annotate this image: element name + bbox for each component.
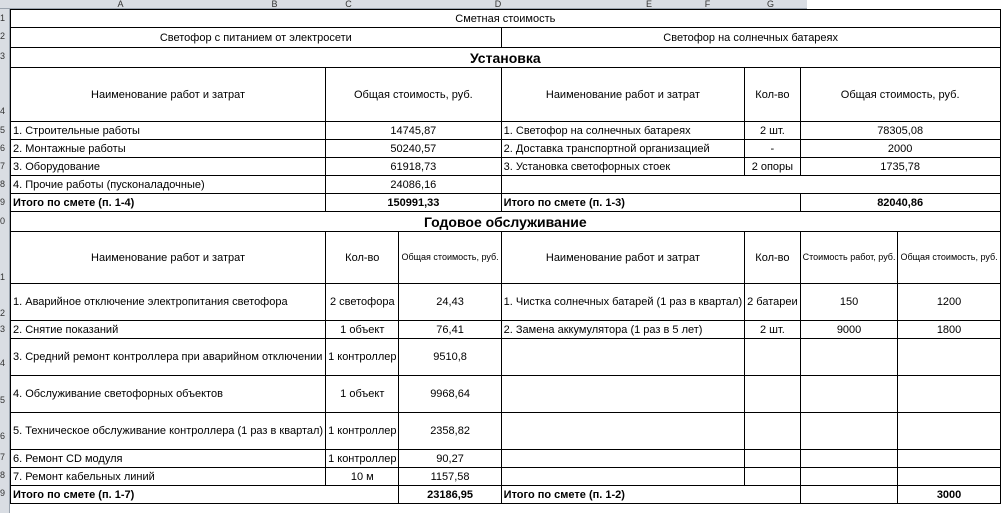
service-item-qty[interactable]: 1 контроллер <box>326 413 399 450</box>
row-number[interactable]: 9 <box>0 488 6 498</box>
estimate-title[interactable]: Сметная стоимость <box>11 10 1001 28</box>
empty-cell[interactable] <box>501 413 744 450</box>
column-header-f[interactable]: F <box>681 0 734 9</box>
install-total-label[interactable]: Итого по смете (п. 1-4) <box>11 194 326 212</box>
row-number[interactable]: 6 <box>0 431 6 441</box>
column-header-d[interactable]: D <box>379 0 617 9</box>
row-number[interactable]: 5 <box>0 125 6 135</box>
row-number[interactable]: 1 <box>0 272 6 282</box>
solar-service-total-value[interactable]: 3000 <box>898 486 1000 504</box>
service-item-name[interactable]: 2. Снятие показаний <box>11 321 326 339</box>
service-item-name[interactable]: 1. Аварийное отключение электропитания светофора <box>11 284 326 321</box>
service-item-name[interactable]: 5. Техническое обслуживание контроллера (1 раз в квартал) <box>11 413 326 450</box>
solar-service-name[interactable]: 1. Чистка солнечных батарей (1 раз в квартал) <box>501 284 744 321</box>
column-header-corner <box>0 0 10 9</box>
empty-cell[interactable] <box>501 376 744 413</box>
solar-service-qty[interactable]: 2 батареи <box>745 284 801 321</box>
table-row <box>11 450 1001 468</box>
row-number[interactable]: 6 <box>0 143 6 153</box>
service-header-qty[interactable]: Кол-во <box>326 232 399 284</box>
column-header-c[interactable]: C <box>318 0 379 9</box>
solar-item-cost[interactable]: 78305,08 <box>800 122 1000 140</box>
service-item-cost[interactable]: 9510,8 <box>399 339 501 376</box>
column-header-a[interactable]: A <box>10 0 231 9</box>
install-item-cost[interactable]: 24086,16 <box>326 176 502 194</box>
table-row <box>11 140 1001 158</box>
install-item-cost[interactable]: 14745,87 <box>326 122 502 140</box>
table-row <box>11 122 1001 140</box>
row-number[interactable]: 7 <box>0 452 6 462</box>
empty-cell[interactable] <box>898 413 1000 450</box>
install-item-cost[interactable]: 61918,73 <box>326 158 502 176</box>
empty-cell[interactable] <box>800 450 898 468</box>
table-row <box>11 284 1001 321</box>
column-header-g[interactable]: G <box>734 0 807 9</box>
column-header-e[interactable]: E <box>617 0 681 9</box>
row-number[interactable]: 8 <box>0 179 6 189</box>
install-item-name[interactable]: 4. Прочие работы (пусконаладочные) <box>11 176 326 194</box>
solar-service-cost[interactable]: 1800 <box>898 321 1000 339</box>
total-row <box>11 486 1001 504</box>
row-number[interactable]: 3 <box>0 324 6 334</box>
solar-item-name[interactable]: 1. Светофор на солнечных батареях <box>501 122 744 140</box>
solar-service-total-label[interactable]: Итого по смете (п. 1-2) <box>501 486 800 504</box>
table-row <box>11 376 1001 413</box>
table-row <box>11 321 1001 339</box>
service-header-name-right[interactable]: Наименование работ и затрат <box>501 232 744 284</box>
service-header-total-right[interactable]: Общая стоимость, руб. <box>898 232 1000 284</box>
empty-cell[interactable] <box>501 450 744 468</box>
empty-cell[interactable] <box>800 376 898 413</box>
service-header-total[interactable]: Общая стоимость, руб. <box>399 232 501 284</box>
row-number[interactable]: 2 <box>0 31 6 41</box>
service-item-qty[interactable]: 10 м <box>326 468 399 486</box>
total-row <box>11 194 1001 212</box>
empty-cell[interactable] <box>800 339 898 376</box>
solar-item-cost[interactable]: 2000 <box>800 140 1000 158</box>
spreadsheet-grid <box>10 9 1001 504</box>
empty-cell[interactable] <box>745 339 801 376</box>
row-number[interactable]: 4 <box>0 106 6 116</box>
table-row <box>11 158 1001 176</box>
table-row <box>11 413 1001 450</box>
service-item-qty[interactable]: 1 объект <box>326 321 399 339</box>
install-header-name[interactable]: Наименование работ и затрат <box>11 68 326 122</box>
empty-cell[interactable] <box>898 450 1000 468</box>
service-item-cost[interactable]: 2358,82 <box>399 413 501 450</box>
service-item-cost[interactable]: 1157,58 <box>399 468 501 486</box>
solar-install-total-value[interactable]: 82040,86 <box>800 194 1000 212</box>
solar-service-qty[interactable]: 2 шт. <box>745 321 801 339</box>
grid-header-left[interactable]: Светофор с питанием от электросети <box>11 28 502 48</box>
install-item-name[interactable]: 3. Оборудование <box>11 158 326 176</box>
service-item-cost[interactable]: 76,41 <box>399 321 501 339</box>
solar-install-total-label[interactable]: Итого по смете (п. 1-3) <box>501 194 800 212</box>
service-total-value[interactable]: 23186,95 <box>399 486 501 504</box>
column-header-b[interactable]: B <box>231 0 318 9</box>
solar-item-qty[interactable]: 2 опоры <box>745 158 801 176</box>
solar-service-work-cost[interactable]: 150 <box>800 284 898 321</box>
install-header-name-right[interactable]: Наименование работ и затрат <box>501 68 744 122</box>
solar-item-cost[interactable]: 1735,78 <box>800 158 1000 176</box>
row-number[interactable]: 7 <box>0 161 6 171</box>
service-item-cost[interactable]: 9968,64 <box>399 376 501 413</box>
service-item-name[interactable]: 3. Средний ремонт контроллера при аварийном отключении <box>11 339 326 376</box>
service-item-name[interactable]: 6. Ремонт CD модуля <box>11 450 326 468</box>
service-item-qty[interactable]: 1 контроллер <box>326 450 399 468</box>
solar-item-qty[interactable]: - <box>745 140 801 158</box>
install-item-cost[interactable]: 50240,57 <box>326 140 502 158</box>
service-header-qty-right[interactable]: Кол-во <box>745 232 801 284</box>
install-header-total-right[interactable]: Общая стоимость, руб. <box>800 68 1000 122</box>
solar-item-qty[interactable]: 2 шт. <box>745 122 801 140</box>
empty-cell[interactable] <box>898 468 1000 486</box>
row-number[interactable]: 3 <box>0 51 6 61</box>
row-number[interactable]: 0 <box>0 216 6 226</box>
solar-service-name[interactable]: 2. Замена аккумулятора (1 раз в 5 лет) <box>501 321 744 339</box>
empty-cell[interactable] <box>745 450 801 468</box>
empty-cell[interactable] <box>745 468 801 486</box>
solar-service-work-cost[interactable]: 9000 <box>800 321 898 339</box>
empty-cell[interactable] <box>800 468 898 486</box>
install-item-name[interactable]: 2. Монтажные работы <box>11 140 326 158</box>
row-number[interactable]: 2 <box>0 308 6 318</box>
solar-item-name[interactable]: 2. Доставка транспортной организацией <box>501 140 744 158</box>
solar-item-name[interactable]: 3. Установка светофорных стоек <box>501 158 744 176</box>
service-total-label[interactable]: Итого по смете (п. 1-7) <box>11 486 399 504</box>
empty-cell[interactable] <box>501 468 744 486</box>
install-header-total[interactable]: Общая стоимость, руб. <box>326 68 502 122</box>
service-item-cost[interactable]: 90,27 <box>399 450 501 468</box>
service-header-name[interactable]: Наименование работ и затрат <box>11 232 326 284</box>
service-header-work-cost[interactable]: Стоимость работ, руб. <box>800 232 898 284</box>
empty-cell[interactable] <box>501 176 1000 194</box>
empty-cell[interactable] <box>745 413 801 450</box>
service-item-qty[interactable]: 1 объект <box>326 376 399 413</box>
empty-cell[interactable] <box>898 376 1000 413</box>
row-number[interactable]: 9 <box>0 197 6 207</box>
row-number[interactable]: 5 <box>0 395 6 405</box>
table-row <box>11 339 1001 376</box>
empty-cell[interactable] <box>800 413 898 450</box>
empty-cell[interactable] <box>800 486 898 504</box>
solar-service-cost[interactable]: 1200 <box>898 284 1000 321</box>
row-number[interactable]: 8 <box>0 470 6 480</box>
service-item-qty[interactable]: 1 контроллер <box>326 339 399 376</box>
install-section-title[interactable]: Установка <box>11 48 1001 68</box>
install-total-value[interactable]: 150991,33 <box>326 194 502 212</box>
row-number[interactable]: 1 <box>0 13 6 23</box>
install-header-qty[interactable]: Кол-во <box>745 68 801 122</box>
empty-cell[interactable] <box>501 339 744 376</box>
row-number[interactable]: 4 <box>0 358 6 368</box>
table-row <box>11 468 1001 486</box>
table-row <box>11 176 1001 194</box>
service-section-title[interactable]: Годовое обслуживание <box>11 212 1001 232</box>
empty-cell[interactable] <box>745 376 801 413</box>
service-item-name[interactable]: 7. Ремонт кабельных линий <box>11 468 326 486</box>
service-item-qty[interactable]: 2 светофора <box>326 284 399 321</box>
empty-cell[interactable] <box>898 339 1000 376</box>
service-item-name[interactable]: 4. Обслуживание светофорных объектов <box>11 376 326 413</box>
install-item-name[interactable]: 1. Строительные работы <box>11 122 326 140</box>
service-item-cost[interactable]: 24,43 <box>399 284 501 321</box>
grid-header-right[interactable]: Светофор на солнечных батареях <box>501 28 1000 48</box>
